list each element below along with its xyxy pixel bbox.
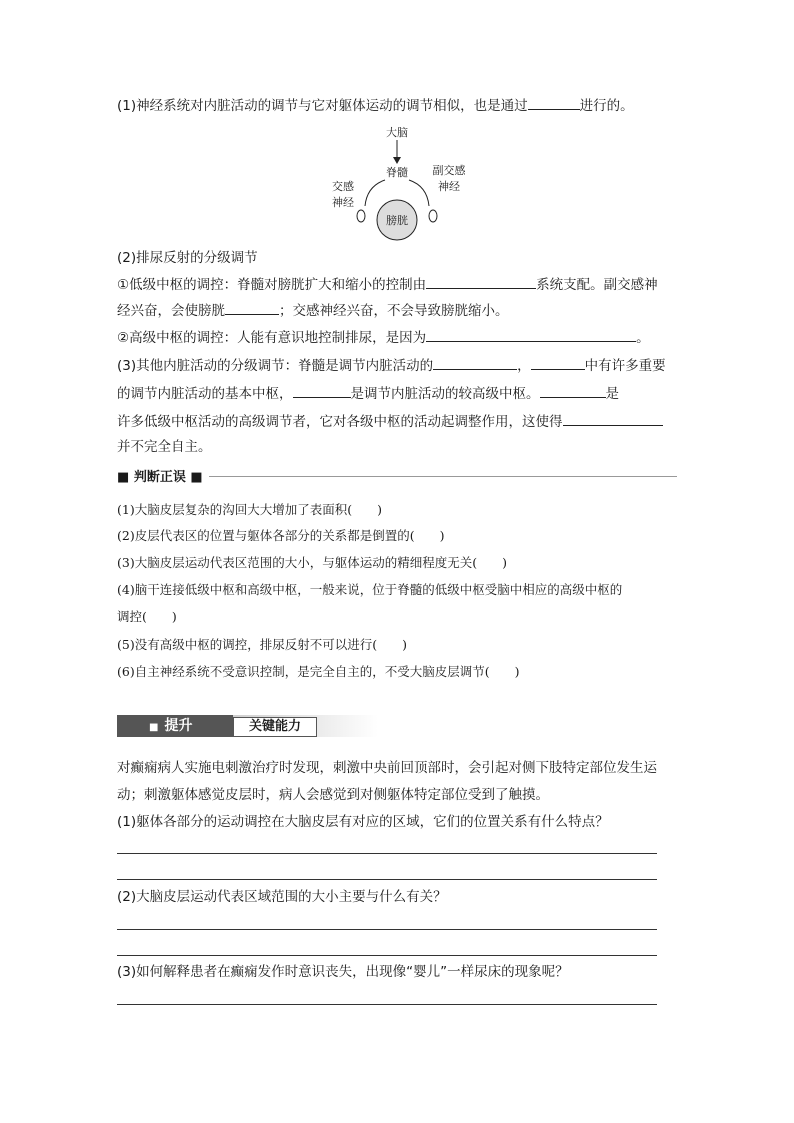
q2-line3 <box>117 327 650 348</box>
label-parasympathetic-1: 副交感 <box>432 164 466 177</box>
q2-blank3[interactable] <box>426 327 636 342</box>
bladder-diagram <box>327 122 467 242</box>
question-2: (2)大脑皮层运动代表区域范围的大小主要与什么有关？ <box>117 889 447 905</box>
q3-line3 <box>117 411 663 432</box>
q3-l2: 的调节内脏活动的基本中枢， <box>117 386 293 402</box>
judge-item: (5)没有高级中枢的调控，排尿反射不可以进行( ) <box>117 637 407 652</box>
q3-l1c: 中有许多重要 <box>584 358 666 374</box>
q3-l3a: 许多低级中枢活动的高级调节者，它对各级中枢的活动起调整作用，这使得 <box>117 414 563 430</box>
banner-left: ■ 提升 <box>117 715 233 737</box>
q3-blank3[interactable] <box>293 383 351 398</box>
q3-blank4[interactable] <box>540 383 606 398</box>
answer-line[interactable] <box>117 929 657 930</box>
q2-l1b: 系统支配。副交感神 <box>536 277 658 293</box>
sympathetic-path <box>365 180 385 206</box>
q2-line2 <box>117 300 509 321</box>
judge-section-header <box>117 466 677 486</box>
q2-l2a: 经兴奋，会使膀胱 <box>117 303 225 319</box>
q2-blank2[interactable] <box>225 300 279 315</box>
q3-line4: 并不完全自主。 <box>117 439 212 455</box>
judge-rule <box>187 476 677 477</box>
q1-line <box>117 95 634 116</box>
intro-line2: 动；刺激躯体感觉皮层时，病人会感觉到对侧躯体特定部位受到了触摸。 <box>117 787 549 803</box>
label-sympathetic-2: 神经 <box>332 196 354 209</box>
judge-item: (6)自主神经系统不受意识控制，是完全自主的，不受大脑皮层调节( ) <box>117 664 520 679</box>
q2-line1 <box>117 274 658 295</box>
answer-line[interactable] <box>117 1004 657 1005</box>
intro-line1: 对癫痫病人实施电刺激治疗时发现，刺激中央前回顶部时，会引起对侧下肢特定部位发生运 <box>117 760 657 776</box>
judge-item: (3)大脑皮层运动代表区范围的大小，与躯体运动的精细程度无关( ) <box>117 555 507 570</box>
label-spine: 脊髓 <box>386 166 408 179</box>
q3-l1b: ， <box>517 358 531 374</box>
q3-l2b: 是调节内脏活动的较高级中枢。 <box>350 386 540 402</box>
label-parasympathetic-2: 神经 <box>438 180 460 193</box>
label-sympathetic-1: 交感 <box>332 180 354 193</box>
banner-left-text: 提升 <box>164 718 193 734</box>
judge-item: (4)脑干连接低级中枢和高级中枢，一般来说，位于脊髓的低级中枢受脑中相应的高级中枢的 <box>117 582 623 597</box>
parasympathetic-path <box>409 180 429 206</box>
judge-item: (2)皮层代表区的位置与躯体各部分的关系都是倒置的( ) <box>117 528 445 543</box>
judge-heading: ■ 判断正误 ■ <box>117 466 209 485</box>
banner-right: 关键能力 <box>233 717 317 737</box>
q2-blank1[interactable] <box>426 274 536 289</box>
judge-heading-text: 判断正误 <box>133 470 186 485</box>
right-receptor <box>429 210 437 222</box>
q3-line2 <box>117 383 619 404</box>
q2-l3a: ②高级中枢的调控：人能有意识地控制排尿，是因为 <box>117 330 427 346</box>
answer-line[interactable] <box>117 955 657 956</box>
q1-suffix: 进行的。 <box>579 98 634 114</box>
left-receptor <box>357 210 365 222</box>
q3-blank1[interactable] <box>433 355 517 370</box>
q1-text: (1)神经系统对内脏活动的调节与它对躯体运动的调节相似，也是通过 <box>117 98 528 114</box>
q2-l1a: ①低级中枢的调控：脊髓对膀胱扩大和缩小的控制由 <box>117 277 427 293</box>
judge-item: 调控( ) <box>117 609 177 624</box>
q3-line1 <box>117 355 666 376</box>
q2-title: (2)排尿反射的分级调节 <box>117 250 258 266</box>
q2-l3b: 。 <box>636 330 650 346</box>
label-bladder: 膀胱 <box>386 214 408 227</box>
q3-blank5[interactable] <box>563 411 663 426</box>
q3-l1a: (3)其他内脏活动的分级调节：脊髓是调节内脏活动的 <box>117 358 434 374</box>
section-banner <box>117 715 349 737</box>
question-1: (1)躯体各部分的运动调控在大脑皮层有对应的区域，它们的位置关系有什么特点？ <box>117 814 609 830</box>
q3-l2c: 是 <box>605 386 619 402</box>
judge-item: (1)大脑皮层复杂的沟回大大增加了表面积( ) <box>117 502 382 517</box>
brain-arrowhead <box>393 157 401 164</box>
q2-l2b: ；交感神经兴奋，不会导致膀胱缩小。 <box>279 303 509 319</box>
q1-blank[interactable] <box>528 95 580 110</box>
answer-line[interactable] <box>117 853 657 854</box>
q3-blank2[interactable] <box>531 355 585 370</box>
answer-line[interactable] <box>117 879 657 880</box>
question-3: (3)如何解释患者在癫痫发作时意识丧失，出现像“婴儿”一样尿床的现象呢？ <box>117 964 569 980</box>
label-brain: 大脑 <box>386 126 408 139</box>
